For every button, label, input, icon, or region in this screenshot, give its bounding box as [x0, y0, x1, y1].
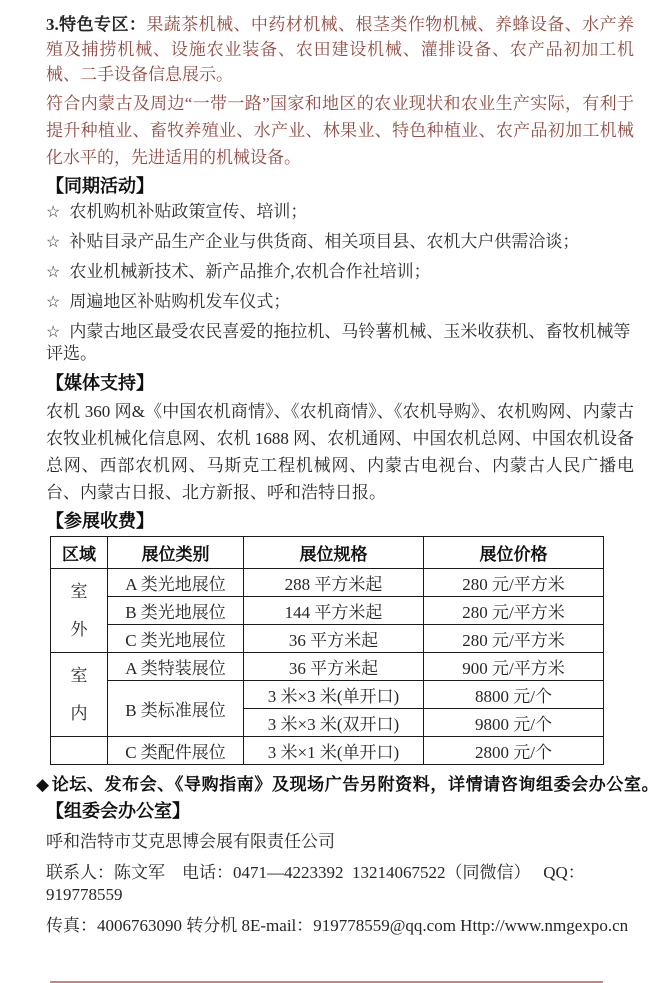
activity-item-label: 周遍地区补贴购机发车仪式； — [69, 292, 291, 311]
activity-item — [46, 291, 634, 313]
special-zone-heading: 3.特色专区： — [46, 15, 147, 34]
fit-paragraph: 符合内蒙古及周边“一带一路”国家和地区的农业现状和农业生产实际，有利于提升种植业、畜牧养殖业、水产业、林果业、特色种植业、农产品初加工机械化水平的，先进适用的机械设备。 — [46, 94, 634, 167]
booth-spec-cell: 3 米×3 米(双开口) — [244, 709, 424, 737]
contact-line: 联系人：陈文军 电话：0471—4223392 13214067522（同微信） QQ：919778559 — [46, 863, 585, 904]
activities-list — [46, 201, 634, 364]
area-indoor-char-2: 内 — [70, 703, 88, 723]
booth-spec-cell: 3 米×1 米(单开口) — [244, 737, 424, 765]
area-outdoor-char-1: 室 — [70, 581, 88, 601]
fax-email-line: 传真：4006763090 转分机 8E-mail：919778559@qq.com Http://www.nmgexpo.cn — [46, 916, 629, 935]
fee-table-header-row — [51, 537, 604, 569]
booth-type-cell: B 类光地展位 — [108, 597, 244, 625]
star-icon: ☆ — [46, 324, 61, 341]
booth-price-cell: 9800 元/个 — [424, 709, 604, 737]
company-name: 呼和浩特市艾克思博会展有限责任公司 — [46, 832, 335, 851]
col-header-booth-price: 展位价格 — [424, 537, 604, 569]
media-heading: 【媒体支持】 — [46, 373, 154, 393]
booth-spec-cell: 36 平方米起 — [244, 625, 424, 653]
booth-spec-cell: 144 平方米起 — [244, 597, 424, 625]
booth-type-cell: A 类光地展位 — [108, 569, 244, 597]
star-icon: ☆ — [46, 294, 61, 311]
activity-item — [46, 201, 634, 223]
forum-note-text: 论坛、发布会、《导购指南》及现场广告另附资料，详情请咨询组委会办公室。 — [51, 775, 660, 794]
activity-item — [46, 231, 634, 253]
booth-price-cell: 280 元/平方米 — [424, 625, 604, 653]
media-paragraph: 农机 360 网&《中国农机商情》、《农机商情》、《农机导购》、农机购网、内蒙古农牧业机械化信息网、农机 1688 网、农机通网、中国农机总网、中国农机设备总网、西部农机网、马斯克工程机械网、内蒙古电视台、内蒙古人民广播电台、内蒙古日报、北方新报、呼和浩特日报。 — [46, 402, 634, 502]
fees-heading: 【参展收费】 — [46, 511, 154, 531]
star-icon: ☆ — [46, 264, 61, 281]
area-indoor-cell — [51, 653, 108, 737]
activity-item-label: 农业机械新技术、新产品推介,农机合作社培训； — [69, 262, 431, 281]
activity-item-label: 农机购机补贴政策宣传、培训； — [69, 202, 308, 221]
area-indoor-char-1: 室 — [70, 665, 88, 685]
booth-price-cell: 900 元/平方米 — [424, 653, 604, 681]
booth-type-cell: B 类标准展位 — [108, 681, 244, 737]
fee-table — [50, 536, 604, 765]
activity-item — [46, 261, 634, 283]
activity-item-label: 内蒙古地区最受农民喜爱的拖拉机、马铃薯机械、玉米收获机、畜牧机械等评选。 — [46, 322, 631, 363]
area-outdoor-char-2: 外 — [70, 619, 88, 639]
fee-row — [51, 653, 604, 681]
booth-type-cell: C 类配件展位 — [108, 737, 244, 765]
office-heading: 【组委会办公室】 — [46, 801, 190, 821]
star-icon: ☆ — [46, 234, 61, 251]
fee-row — [51, 737, 604, 765]
booth-type-cell: C 类光地展位 — [108, 625, 244, 653]
booth-price-cell: 280 元/平方米 — [424, 569, 604, 597]
booth-price-cell: 8800 元/个 — [424, 681, 604, 709]
fee-row — [51, 625, 604, 653]
booth-spec-cell: 288 平方米起 — [244, 569, 424, 597]
area-outdoor-cell — [51, 569, 108, 653]
fee-row — [51, 681, 604, 709]
booth-spec-cell: 36 平方米起 — [244, 653, 424, 681]
booth-price-cell: 280 元/平方米 — [424, 597, 604, 625]
forum-note-line — [36, 774, 660, 796]
fee-row — [51, 597, 604, 625]
activity-item-label: 补贴目录产品生产企业与供货商、相关项目县、农机大户供需洽谈； — [69, 232, 580, 251]
area-empty-cell — [51, 737, 108, 765]
col-header-booth-type: 展位类别 — [108, 537, 244, 569]
special-zone-paragraph — [46, 12, 634, 87]
col-header-area: 区域 — [51, 537, 108, 569]
star-icon: ☆ — [46, 204, 61, 221]
diamond-icon: ◆ — [36, 775, 50, 794]
booth-type-cell: A 类特装展位 — [108, 653, 244, 681]
special-zone-body: 果蔬茶机械、中药材机械、根茎类作物机械、养蜂设备、水产养殖及捕捞机械、设施农业装备、农田建设机械、灌排设备、农产品初加工机械、二手设备信息展示。 — [46, 15, 635, 84]
booth-spec-cell: 3 米×3 米(单开口) — [244, 681, 424, 709]
activity-item — [46, 321, 634, 364]
col-header-booth-spec: 展位规格 — [244, 537, 424, 569]
fee-row — [51, 569, 604, 597]
activities-heading: 【同期活动】 — [46, 176, 154, 196]
booth-price-cell: 2800 元/个 — [424, 737, 604, 765]
